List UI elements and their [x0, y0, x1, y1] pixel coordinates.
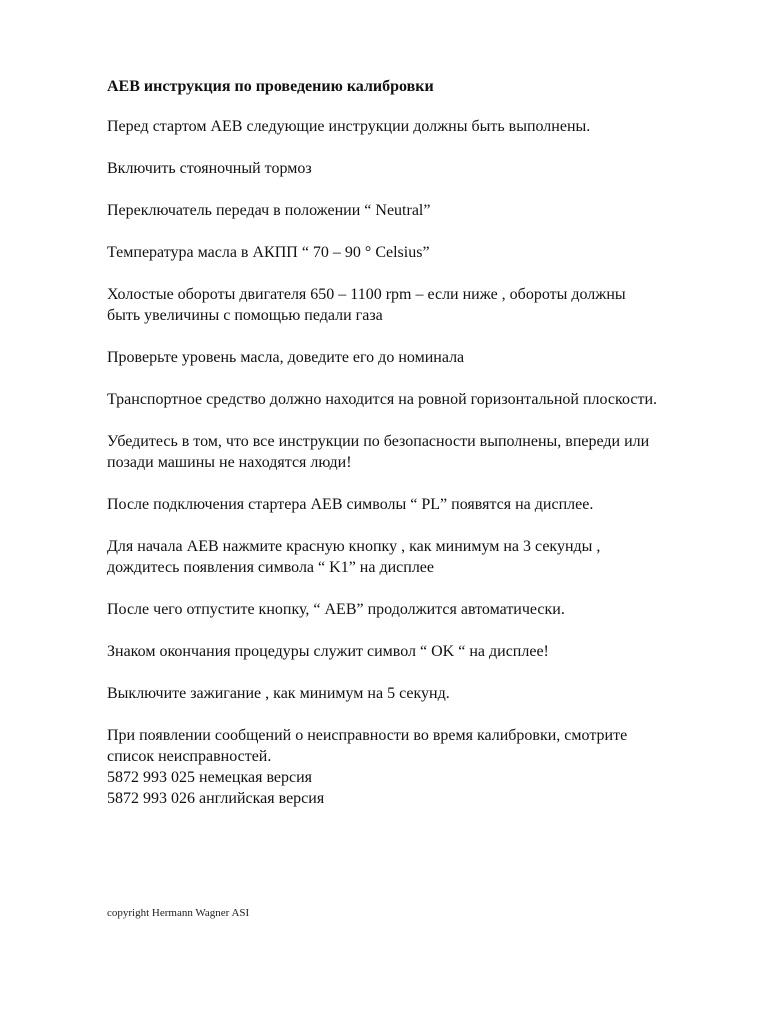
paragraph-line: Температура масла в АКПП “ 70 – 90 ° Celsius” [107, 244, 430, 261]
paragraph-5 [107, 284, 727, 326]
paragraph-line: позади машины не находятся люди! [107, 454, 352, 471]
paragraph-line: Проверьте уровень масла, доведите его до номинала [107, 349, 465, 366]
paragraph-line: После подключения стартера AEB символы “ PL” появятся на дисплее. [107, 496, 594, 513]
paragraph-line: Перед стартом AEB следующие инструкции должны быть выполнены. [107, 118, 591, 135]
english-version-line: 5872 993 026 английская версия [107, 790, 325, 807]
paragraph-8 [107, 431, 727, 473]
paragraph-6 [107, 347, 727, 368]
paragraph-10 [107, 536, 727, 578]
paragraph-line: Знаком окончания процедуры служит символ “ OK “ на дисплее! [107, 643, 549, 660]
paragraph-line: Выключите зажигание , как минимум на 5 секунд. [107, 685, 450, 702]
paragraph-line: Переключатель передач в положении “ Neutral” [107, 202, 431, 219]
final-info-line: список неисправностей. [107, 748, 272, 765]
paragraph-7 [107, 389, 727, 410]
paragraph-line: Холостые обороты двигателя 650 – 1100 rpm – если ниже , обороты должны [107, 286, 626, 303]
document-title: AEB инструкция по проведению калибровки [107, 78, 434, 95]
paragraph-9 [107, 494, 727, 515]
final-info-block [107, 725, 727, 809]
paragraph-line: Убедитесь в том, что все инструкции по безопасности выполнены, впереди или [107, 433, 650, 450]
paragraph-12 [107, 641, 727, 662]
paragraph-line: После чего отпустите кнопку, “ AEB” продолжится автоматически. [107, 601, 565, 618]
paragraph-line: быть увеличины с помощью педали газа [107, 307, 383, 324]
paragraph-3 [107, 200, 727, 221]
paragraph-line: дождитесь появления символа “ K1” на дисплее [107, 559, 435, 576]
paragraph-2 [107, 158, 727, 179]
paragraph-line: Для начала AEB нажмите красную кнопку , как минимум на 3 секунды , [107, 538, 601, 555]
paragraph-line: Включить стояночный тормоз [107, 160, 312, 177]
german-version-line: 5872 993 025 немецкая версия [107, 769, 313, 786]
paragraph-1 [107, 116, 727, 137]
paragraph-13 [107, 683, 727, 704]
document-content [107, 76, 727, 809]
paragraph-4 [107, 242, 727, 263]
paragraph-11 [107, 599, 727, 620]
final-info-line: При появлении сообщений о неисправности во время калибровки, смотрите [107, 727, 628, 744]
paragraph-line: Транспортное средство должно находится на ровной горизонтальной плоскости. [107, 391, 658, 408]
copyright-footer: copyright Hermann Wagner ASI [107, 907, 250, 919]
